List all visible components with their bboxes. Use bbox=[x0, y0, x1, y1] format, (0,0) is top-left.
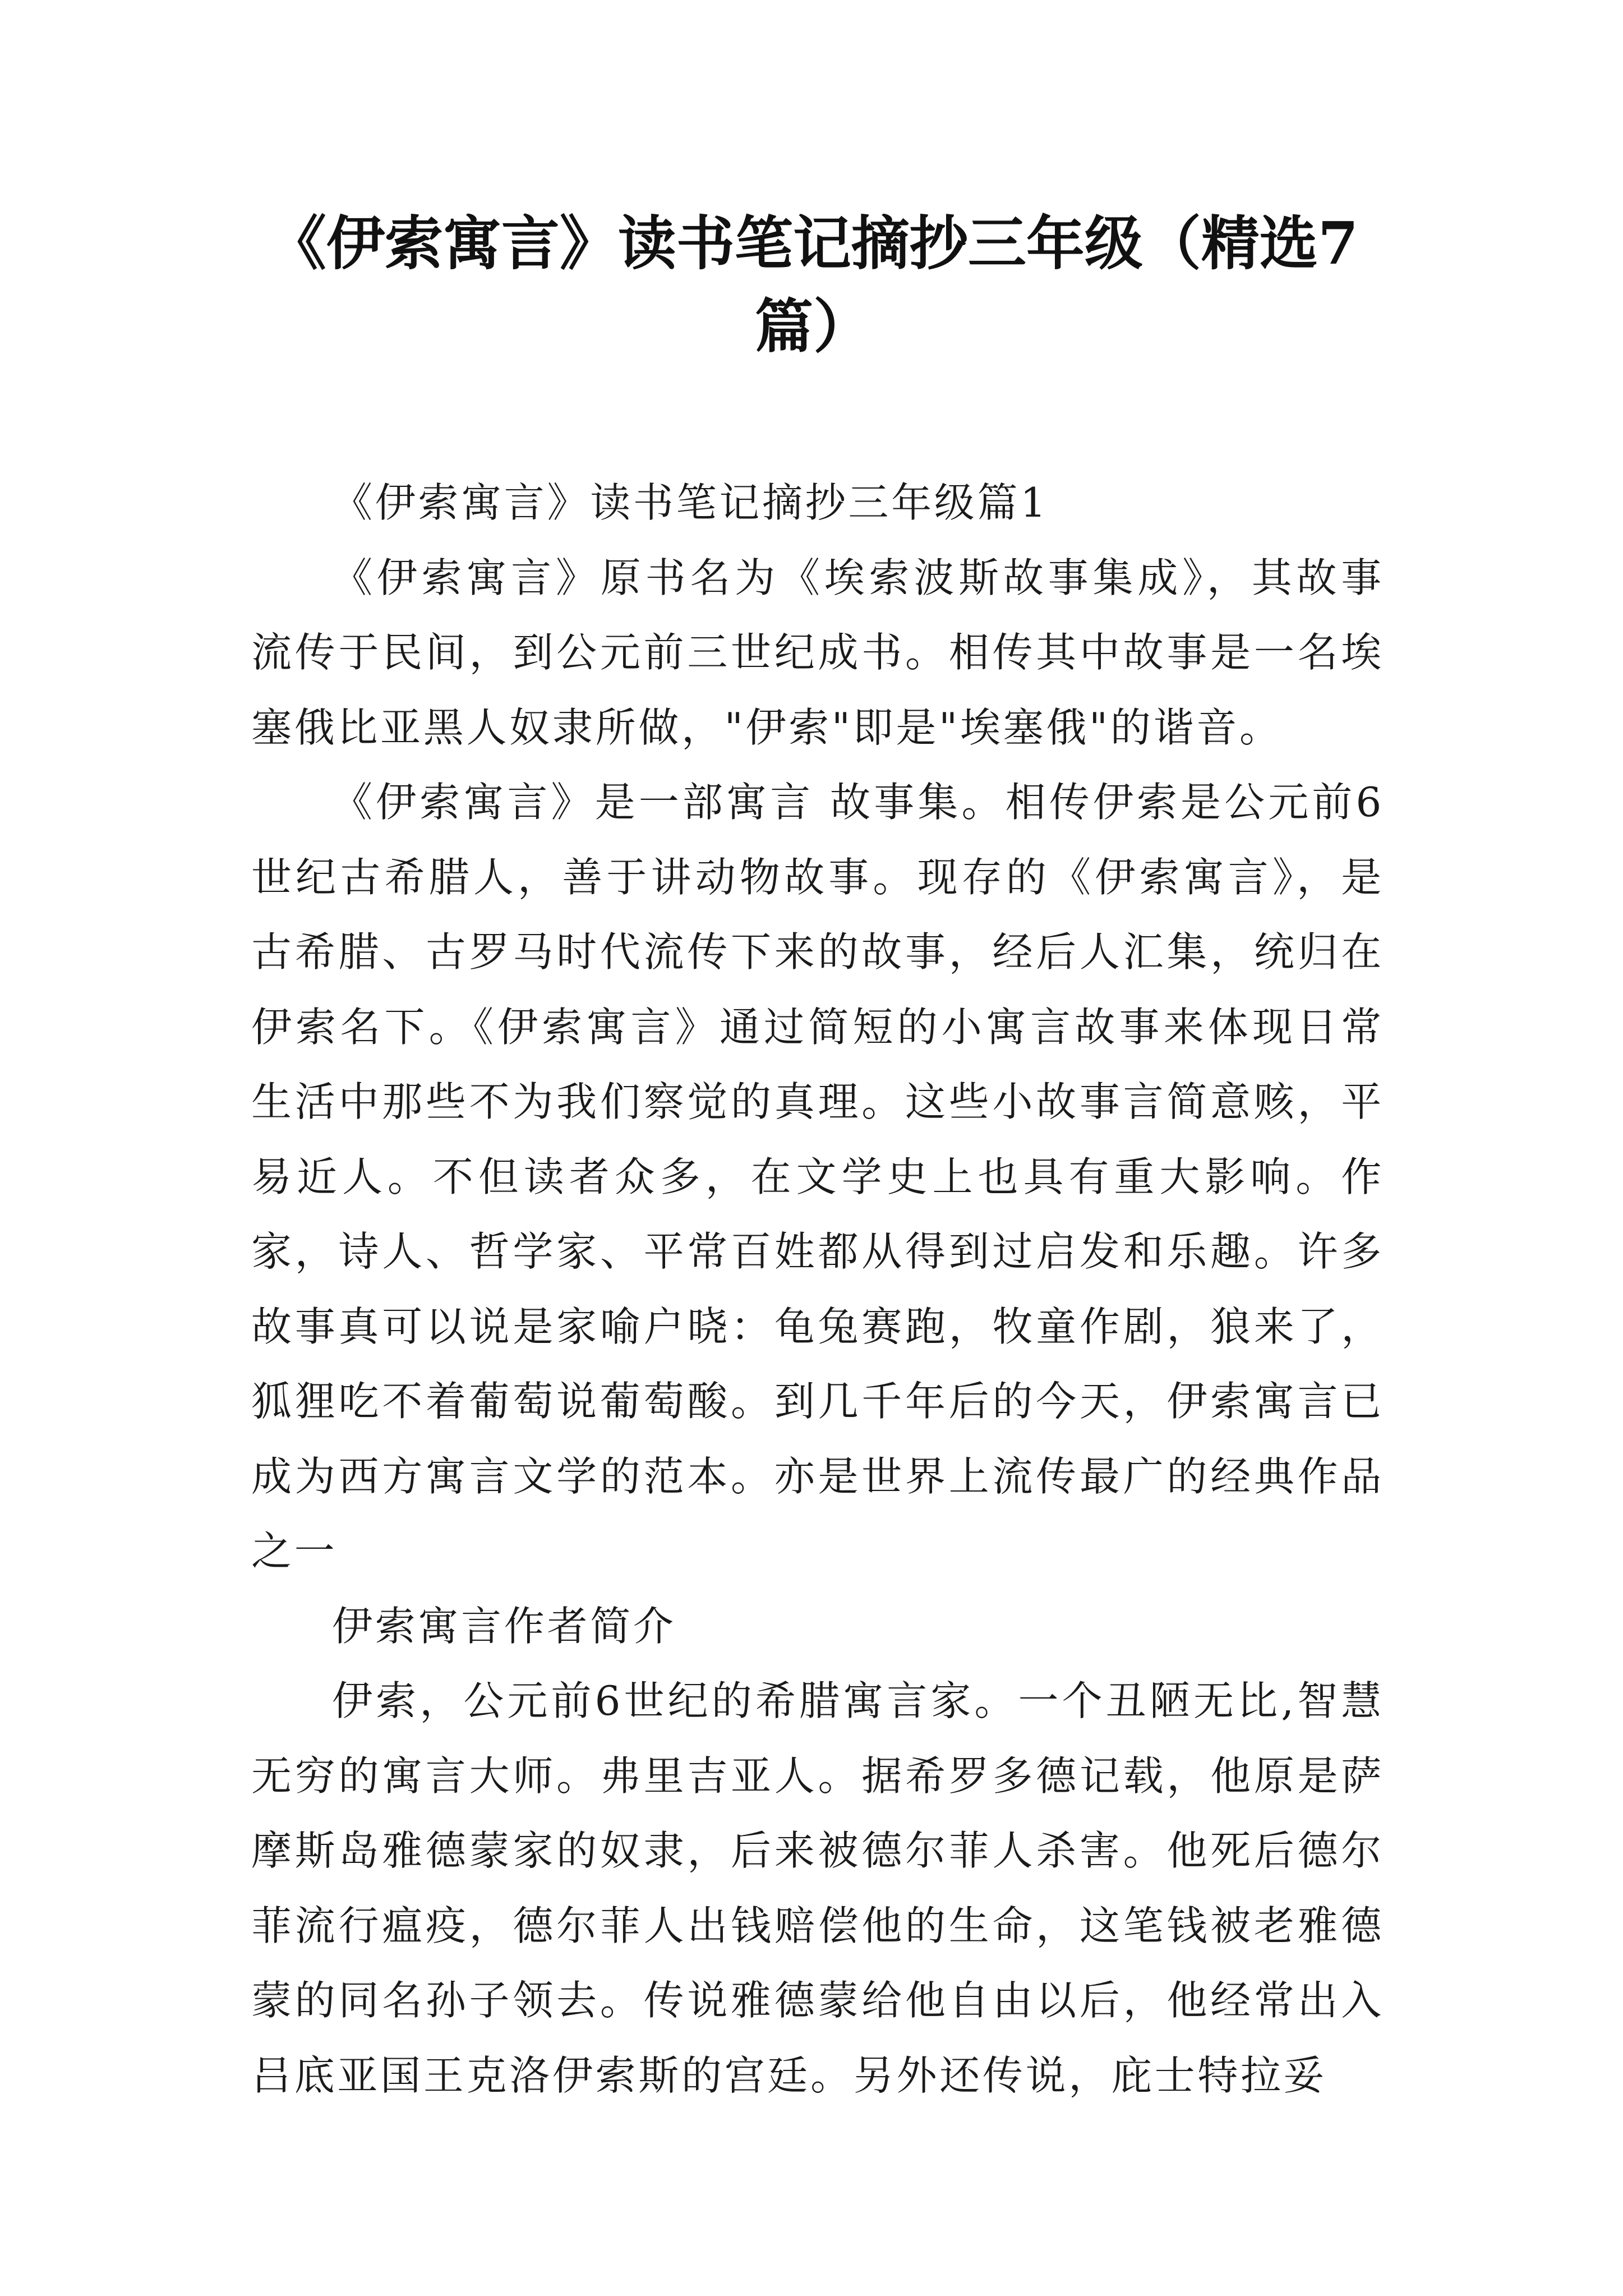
section-heading-part-1: 《伊索寓言》读书笔记摘抄三年级篇1 bbox=[332, 479, 1049, 526]
document-body bbox=[251, 466, 1384, 2113]
paragraph-author-bio: 伊索，公元前6世纪的希腊寓言家。一个丑陋无比,智慧无穷的寓言大师。弗里吉亚人。据希罗多德记载，他原是萨摩斯岛雅德蒙家的奴隶，后来被德尔菲人杀害。他死后德尔菲流行瘟疫，德尔菲人出钱赔偿他的生命，这笔钱被老雅德蒙的同名孙子领去。传说雅德蒙给他自由以后，他经常出入吕底亚国王克洛伊索斯的宫廷。另外还传说，庇士特拉妥 bbox=[251, 1677, 1384, 2099]
section-heading-author-intro: 伊索寓言作者简介 bbox=[332, 1602, 676, 1650]
paragraph-book-origin: 《伊索寓言》原书名为《埃索波斯故事集成》，其故事流传于民间，到公元前三世纪成书。相传其中故事是一名埃塞俄比亚黑人奴隶所做，"伊索"即是"埃塞俄"的谐音。 bbox=[251, 554, 1384, 751]
document-title: 《伊索寓言》读书笔记摘抄三年级（精选7篇） bbox=[268, 209, 1359, 361]
paragraph-book-overview: 《伊索寓言》是一部寓言 故事集。相传伊索是公元前6世纪古希腊人，善于讲动物故事。现存的《伊索寓言》，是古希腊、古罗马时代流传下来的故事，经后人汇集，统归在伊索名下。《伊索寓言》通过简短的小寓言故事来体现日常生活中那些不为我们察觉的真理。这些小故事言简意赅，平易近人。不但读者众多，在文学史上也具有重大影响。作家，诗人、哲学家、平常百姓都从得到过启发和乐趣。许多故事真可以说是家喻户晓：龟兔赛跑，牧童作剧，狼来了，狐狸吃不着葡萄说葡萄酸。到几千年后的今天，伊索寓言已成为西方寓言文学的范本。亦是世界上流传最广的经典作品之一 bbox=[251, 779, 1384, 1575]
